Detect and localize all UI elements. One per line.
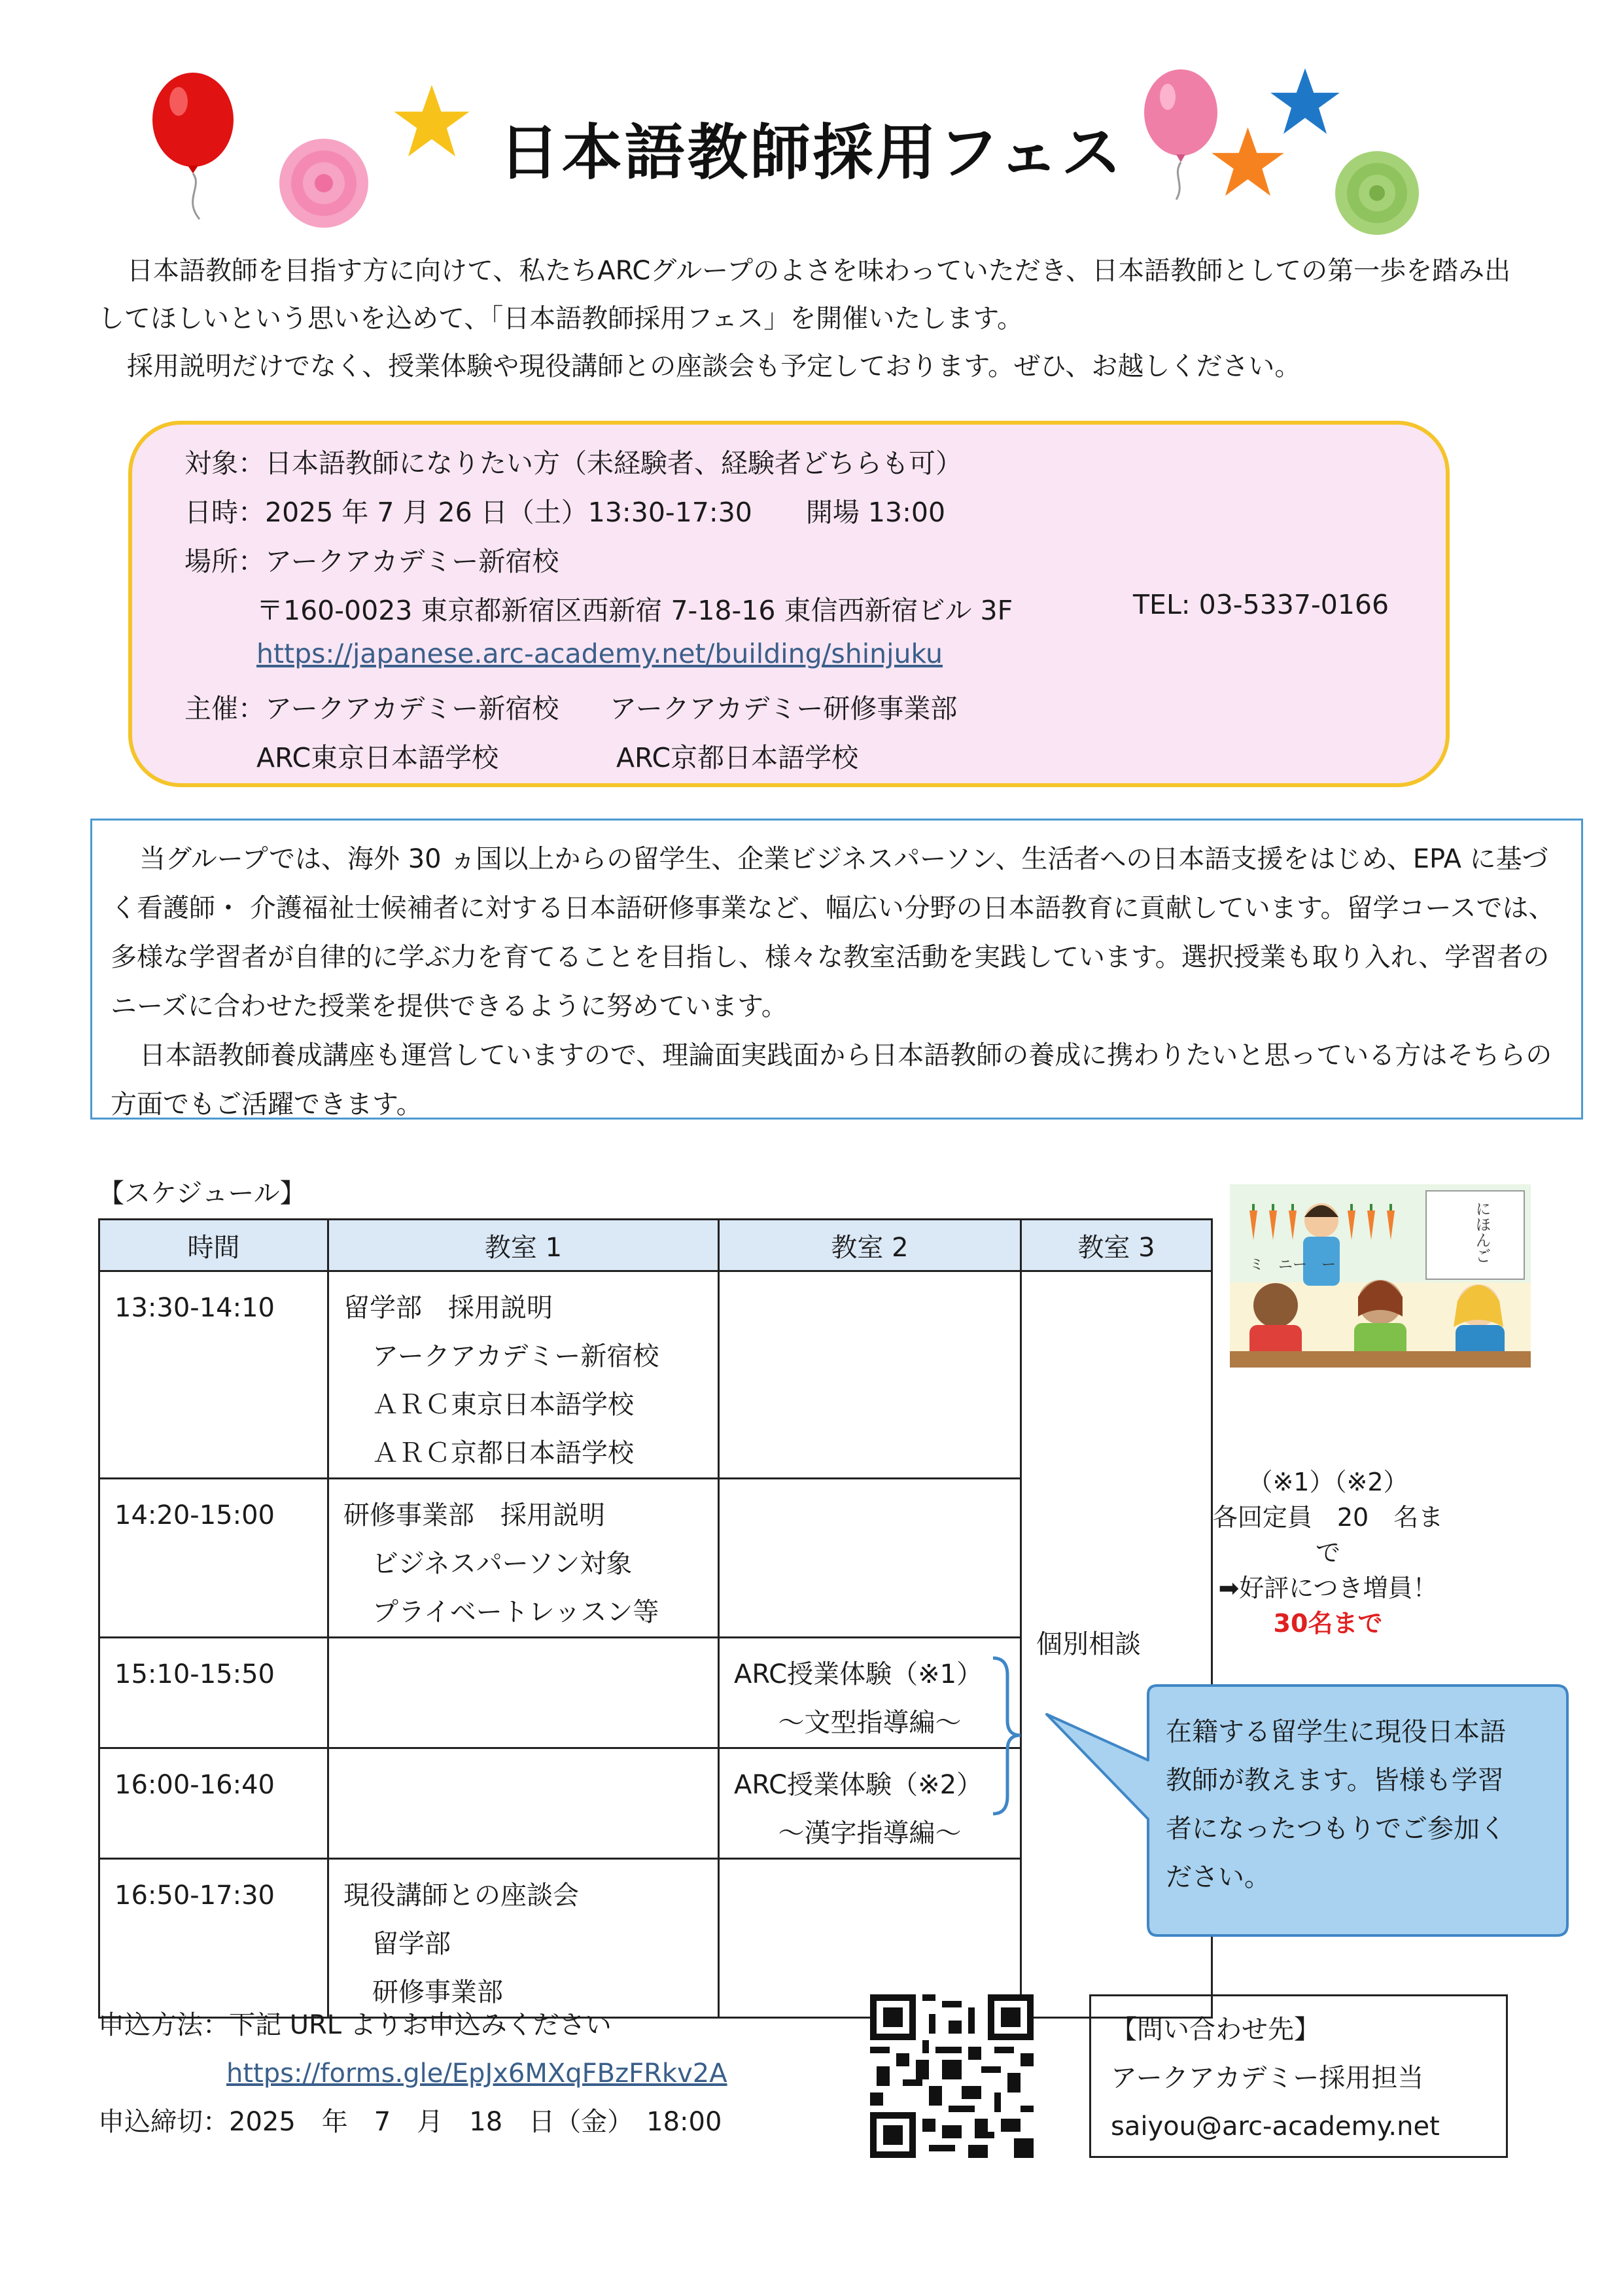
room1-text: アークアカデミー新宿校	[372, 1341, 659, 1371]
room2-cell	[719, 1271, 1021, 1479]
time-text: 13:30-14:10	[114, 1293, 275, 1323]
time-text: 14:20-15:00	[114, 1500, 275, 1530]
time-cell	[99, 1638, 328, 1748]
event-info-box	[128, 421, 1450, 787]
capacity-line-1: 各回定員 20 名まで	[1212, 1503, 1444, 1567]
room1-text: 研修事業部 採用説明	[343, 1500, 605, 1530]
capacity-line-2: ➡好評につき増員！	[1218, 1574, 1438, 1602]
group-paragraph-1: 当グループでは、海外 30 ヵ国以上からの留学生、企業ビジネスパーソン、生活者への日本語支援をはじめ、EPA に基づく看護師・ 介護福祉士候補者に対する日本語研修事業など、幅広い分野の日本語教育に貢献しています。留学コースでは、多様な学習者が自律的に学ぶ力を育てることを目指し、様々な教室活動を実践しています。選択授業も取り入れ、学習者のニーズに合わせた授業を提供できるように努めています。	[111, 844, 1555, 1021]
time-cell	[99, 1271, 328, 1479]
contact-heading: 【問い合わせ先】	[1111, 2015, 1320, 2045]
venue-url-link[interactable]: https://japanese.arc-academy.net/building/shinjuku	[256, 638, 943, 669]
room1-cell	[328, 1271, 719, 1479]
header-room-1: 教室 1	[328, 1220, 719, 1271]
room2-cell	[719, 1638, 1021, 1748]
room1-cell	[328, 1748, 719, 1859]
info-host-3: ARC東京日本語学校	[256, 742, 499, 773]
room1-cell	[328, 1859, 719, 2018]
apply-deadline: 申込締切：2025 年 7 月 18 日（金） 18:00	[98, 2107, 722, 2137]
contact-name: アークアカデミー採用担当	[1111, 2063, 1424, 2093]
intro-text	[98, 247, 1531, 391]
room2-cell	[719, 1479, 1021, 1638]
room2-cell	[719, 1748, 1021, 1859]
time-text: 15:10-15:50	[114, 1659, 275, 1689]
illustration-board-text: ミ ニー ー	[1249, 1257, 1336, 1273]
capacity-note-ref: （※1）（※2）	[1248, 1468, 1408, 1496]
header-time: 時間	[99, 1220, 328, 1271]
info-tel: TEL: 03-5337-0166	[1133, 589, 1389, 620]
time-cell	[99, 1748, 328, 1859]
info-host-1: 主催：アークアカデミー新宿校	[184, 693, 559, 724]
room1-text: 研修事業部	[372, 1977, 503, 2007]
room1-text: ＡＲＣ東京日本語学校	[372, 1390, 634, 1420]
room1-cell	[328, 1638, 719, 1748]
table-row	[99, 1271, 1212, 1479]
room3-text: 個別相談	[1036, 1629, 1141, 1659]
info-address: 〒160-0023 東京都新宿区西新宿 7-18-16 東信西新宿ビル 3F	[256, 595, 1013, 626]
time-cell	[99, 1479, 328, 1638]
capacity-note	[1210, 1464, 1446, 1641]
time-text: 16:00-16:40	[114, 1770, 275, 1800]
contact-box	[1089, 1994, 1508, 2158]
room2-text: ～文型指導編～	[778, 1708, 962, 1738]
schedule-label: 【スケジュール】	[98, 1178, 306, 1209]
room1-cell	[328, 1479, 719, 1638]
info-host-2: アークアカデミー研修事業部	[610, 693, 958, 724]
capacity-line-3: 30名まで	[1273, 1609, 1383, 1638]
info-datetime: 日時：2025 年 7 月 26 日（土）13:30-17:30 開場 13:00	[184, 497, 946, 528]
room1-text: ビジネスパーソン対象	[372, 1549, 633, 1579]
room1-text: ＡＲＣ京都日本語学校	[372, 1438, 634, 1468]
apply-method: 申込方法：下記 URL よりお申込みください	[98, 2010, 612, 2040]
illustration-vertical-text: にほんご	[1473, 1201, 1491, 1263]
intro-paragraph-1: 日本語教師を目指す方に向けて、私たちARCグループのよさを味わっていただき、日本語教師としての第一歩を踏み出してほしいという思いを込めて、「日本語教師採用フェス」を開催いたします。	[98, 256, 1511, 334]
bracket-icon	[988, 1655, 1027, 1819]
schedule-header-row	[99, 1220, 1212, 1271]
group-paragraph-2: 日本語教師養成講座も運営していますので、理論面実践面から日本語教師の養成に携わりたいと思っている方はそちらの方面でもご活躍できます。	[111, 1040, 1552, 1120]
room1-text: 現役講師との座談会	[343, 1881, 579, 1911]
classroom-illustration	[1230, 1184, 1531, 1368]
application-info	[98, 2001, 727, 2146]
info-target: 対象：日本語教師になりたい方（未経験者、経験者どちらも可）	[184, 448, 962, 479]
header-room-2: 教室 2	[719, 1220, 1021, 1271]
room2-text: ARC授業体験（※2）	[734, 1770, 983, 1800]
callout-text: 在籍する留学生に現役日本語教師が教えます。皆様も学習者になったつもりでご参加ください。	[1166, 1717, 1506, 1892]
contact-email[interactable]: saiyou@arc-academy.net	[1111, 2111, 1440, 2142]
time-text: 16:50-17:30	[114, 1881, 275, 1911]
room2-text: ARC授業体験（※1）	[734, 1659, 983, 1689]
apply-url-link[interactable]: https://forms.gle/EpJx6MXqFBzFRkv2A	[226, 2058, 727, 2089]
time-cell	[99, 1859, 328, 2018]
info-venue: 場所：アークアカデミー新宿校	[184, 546, 559, 577]
qr-code-icon[interactable]	[870, 1994, 1034, 2158]
header-room-3: 教室 3	[1021, 1220, 1212, 1271]
room2-text: ～漢字指導編～	[778, 1818, 962, 1848]
page-title: 日本語教師採用フェス	[498, 118, 1125, 188]
room1-text: 留学部	[372, 1929, 451, 1959]
group-description-box	[90, 819, 1583, 1120]
room1-text: 留学部 採用説明	[343, 1293, 553, 1323]
room1-text: プライベートレッスン等	[372, 1597, 659, 1627]
intro-paragraph-2: 採用説明だけでなく、授業体験や現役講師との座談会も予定しております。ぜひ、お越しください。	[127, 351, 1301, 381]
info-host-4: ARC京都日本語学校	[616, 742, 859, 773]
